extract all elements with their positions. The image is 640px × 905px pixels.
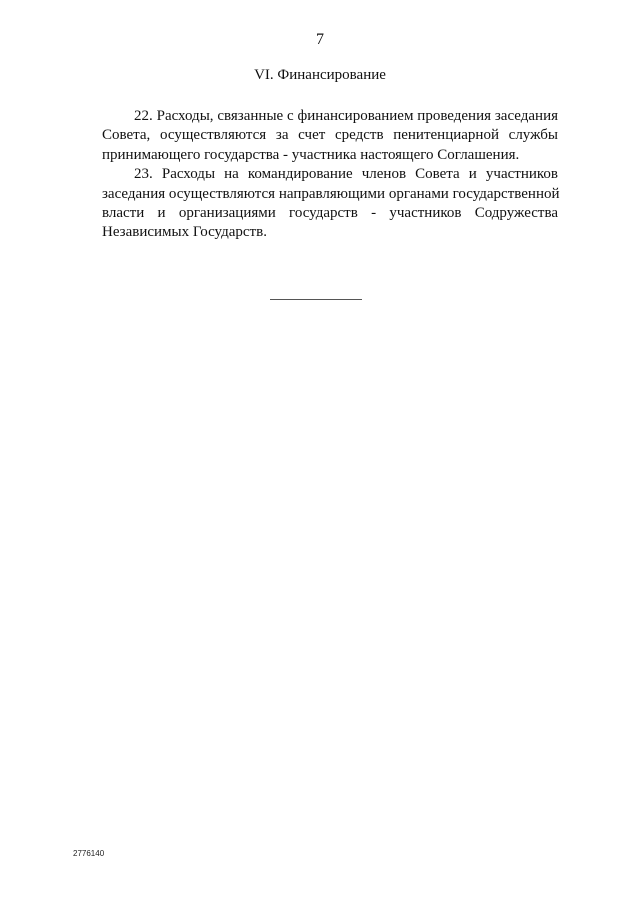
end-rule-divider [270,299,362,300]
document-body [102,107,558,243]
text-line: 23. Расходы на командирование членов Совета и участников [134,166,558,183]
text-line: 22. Расходы, связанные с финансированием проведения заседания [134,108,558,124]
page-number: 7 [316,31,324,48]
paragraph-22 [102,107,558,165]
text-line: заседания осуществляются направляющими органами государственной [102,185,560,202]
text-line: власти и организациями государств - участников Содружества [102,205,558,222]
section-heading: VI. Финансирование [254,67,386,83]
text-line: Независимых Государств. [102,224,267,241]
document-code: 2776140 [73,849,105,858]
text-line: Совета, осуществляются за счет средств пенитенциарной службы [102,127,558,144]
paragraph-23 [102,165,558,243]
text-line: принимающего государства - участника настоящего Соглашения. [102,146,520,163]
